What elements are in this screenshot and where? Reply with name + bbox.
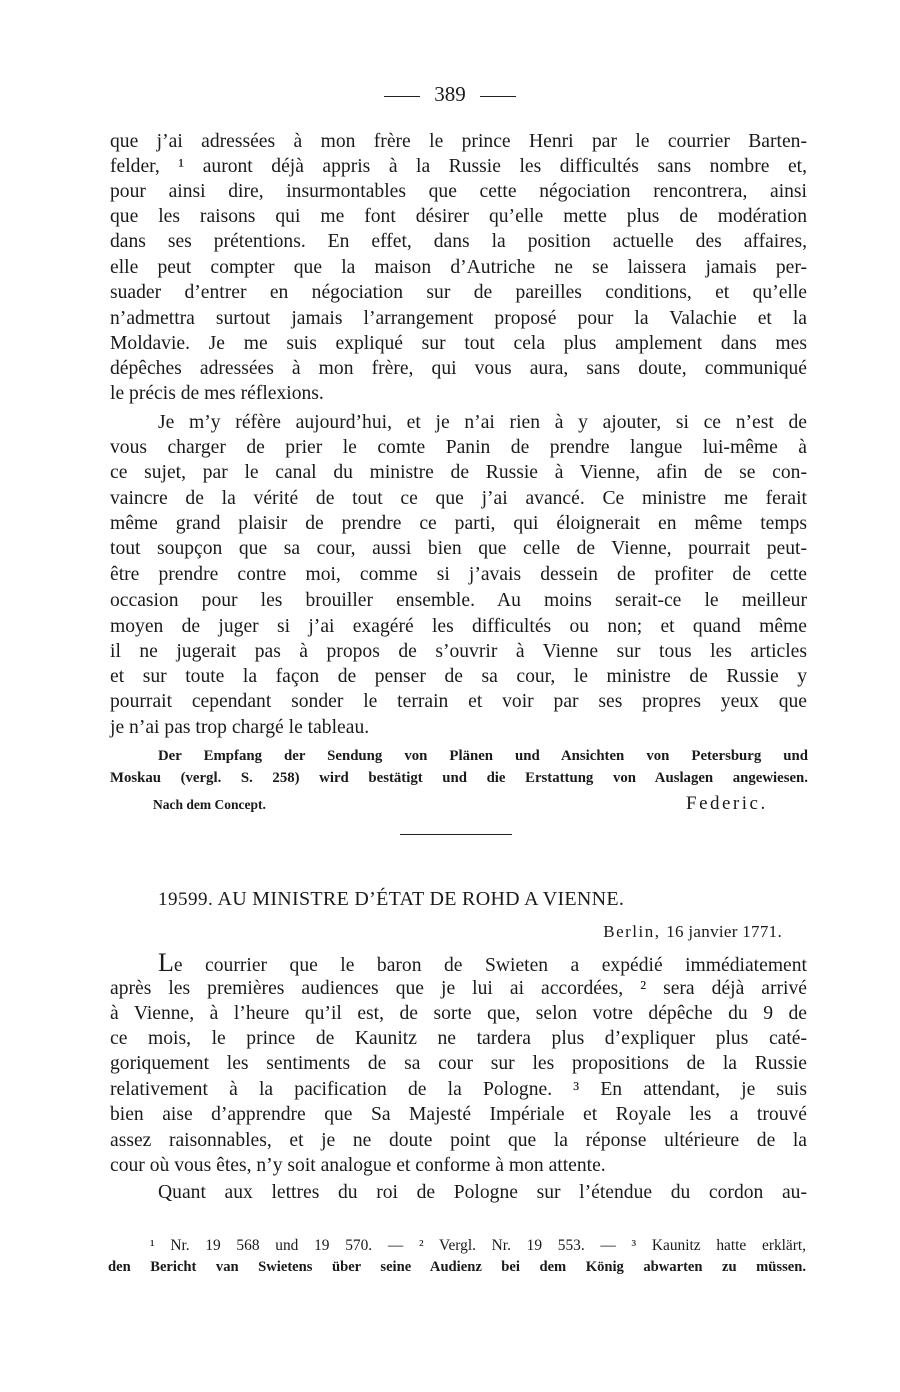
footnote-line: den Bericht van Swietens über seine Audienz bei dem König abwarten zu müssen. [108, 1259, 806, 1275]
text-line: felder, ¹ auront déjà appris à la Russie les difficultés sans nombre et, [110, 156, 807, 177]
text-line: bien aise d’apprendre que Sa Majesté Impériale et Royale les a trouvé [110, 1104, 807, 1125]
text-line: à Vienne, à l’heure qu’il est, de sorte que, selon votre dépêche du 9 de [110, 1003, 807, 1024]
dateline-date: 16 janvier 1771. [666, 922, 782, 941]
initial-letter: L [158, 948, 174, 977]
text-line: moyen de juger si j’ai exagéré les difficultés ou non; et quand même [110, 616, 807, 637]
text-line: il ne jugerait pas à propos de s’ouvrir à Vienne sur tous les articles [110, 641, 807, 662]
text-line: que les raisons qui me font désirer qu’elle mette plus de modération [110, 206, 807, 227]
text-line: que j’ai adressées à mon frère le prince Henri par le courrier Barten- [110, 131, 807, 152]
page-number [0, 82, 900, 107]
text-line: pourrait cependant sonder le terrain et voir par ses propres yeux que [110, 691, 807, 712]
first-line-text: e courrier que le baron de Swieten a expédié immédiatement [173, 955, 807, 976]
text-line: occasion pour les brouiller ensemble. Au moins serait-ce le meilleur [110, 590, 807, 611]
text-line: Moldavie. Je me suis expliqué sur tout cela plus amplement dans mes [110, 333, 807, 354]
text-line: n’admettra surtout jamais l’arrangement proposé pour la Valachie et la [110, 308, 807, 329]
text-line: assez raisonnables, et je ne doute point que la réponse ultérieure de la [110, 1130, 807, 1151]
section-divider [400, 834, 512, 835]
text-line: être prendre contre moi, comme si j’avais dessein de profiter de cette [110, 564, 807, 585]
text-line: suader d’entrer en négociation sur de pareilles conditions, et qu’elle [110, 282, 807, 303]
text-line: cour où vous êtes, n’y soit analogue et conforme à mon attente. [110, 1155, 606, 1176]
text-line: je n’ai pas trop chargé le tableau. [110, 717, 370, 738]
text-line: ce mois, le prince de Kaunitz ne tardera plus d’expliquer plus caté- [110, 1028, 807, 1049]
paragraph-first-line: Quant aux lettres du roi de Pologne sur l’étendue du cordon au- [158, 1182, 807, 1203]
text-line: et sur toute la façon de penser de sa cour, le ministre de Russie y [110, 666, 807, 687]
text-line: elle peut compter que la maison d’Autriche ne se laissera jamais per- [110, 257, 807, 278]
text-line: dépêches adressées à mon frère, qui vous aura, sans doute, communiqué [110, 358, 807, 379]
footnote-line: ¹ Nr. 19 568 und 19 570. — ² Vergl. Nr. 19 553. — ³ Kaunitz hatte erklärt, [150, 1237, 806, 1254]
page-number-left-dash [384, 96, 420, 97]
text-line: relativement à la pacification de la Pologne. ³ En attendant, je suis [110, 1079, 807, 1100]
text-line: tout soupçon que sa cour, aussi bien que celle de Vienne, pourrait peut- [110, 538, 807, 559]
text-line: vaincre de la vérité de tout ce que j’ai avancé. Ce ministre me ferait [110, 488, 807, 509]
source-note: Nach dem Concept. [153, 797, 266, 812]
dateline [603, 922, 782, 942]
text-line: le précis de mes réflexions. [110, 383, 324, 404]
page-number-text: 389 [434, 82, 466, 106]
text-line: même grand plaisir de prendre ce parti, qui éloignerait en même temps [110, 513, 807, 534]
letter-title: AU MINISTRE D’ÉTAT DE ROHD A VIENNE. [217, 888, 625, 910]
paragraph-first-line: Je m’y réfère aujourd’hui, et je n’ai rien à y ajouter, si ce n’est de [158, 412, 807, 433]
dateline-place: Berlin, [603, 922, 661, 941]
text-line: ce sujet, par le canal du ministre de Russie à Vienne, afin de se con- [110, 462, 807, 483]
text-line: pour ainsi dire, insurmontables que cette négociation rencontrera, ainsi [110, 181, 807, 202]
text-line: vous charger de prier le comte Panin de prendre langue lui-même à [110, 437, 807, 458]
text-line: dans ses prétentions. En effet, dans la position actuelle des affaires, [110, 231, 807, 252]
letter-number: 19599. [158, 889, 214, 910]
editorial-note-line: Der Empfang der Sendung von Plänen und Ansichten von Petersburg und [158, 748, 808, 764]
signature: Federic. [686, 793, 768, 814]
text-line: goriquement les sentiments de sa cour sur les propositions de la Russie [110, 1053, 807, 1074]
paragraph-first-line [158, 950, 807, 978]
page-number-right-dash [480, 96, 516, 97]
text-line: après les premières audiences que je lui ai accordées, ² sera déjà arrivé [110, 978, 807, 999]
letter-heading [158, 888, 624, 911]
editorial-note-line: Moskau (vergl. S. 258) wird bestätigt und die Erstattung von Auslagen angewiesen. [110, 770, 808, 786]
